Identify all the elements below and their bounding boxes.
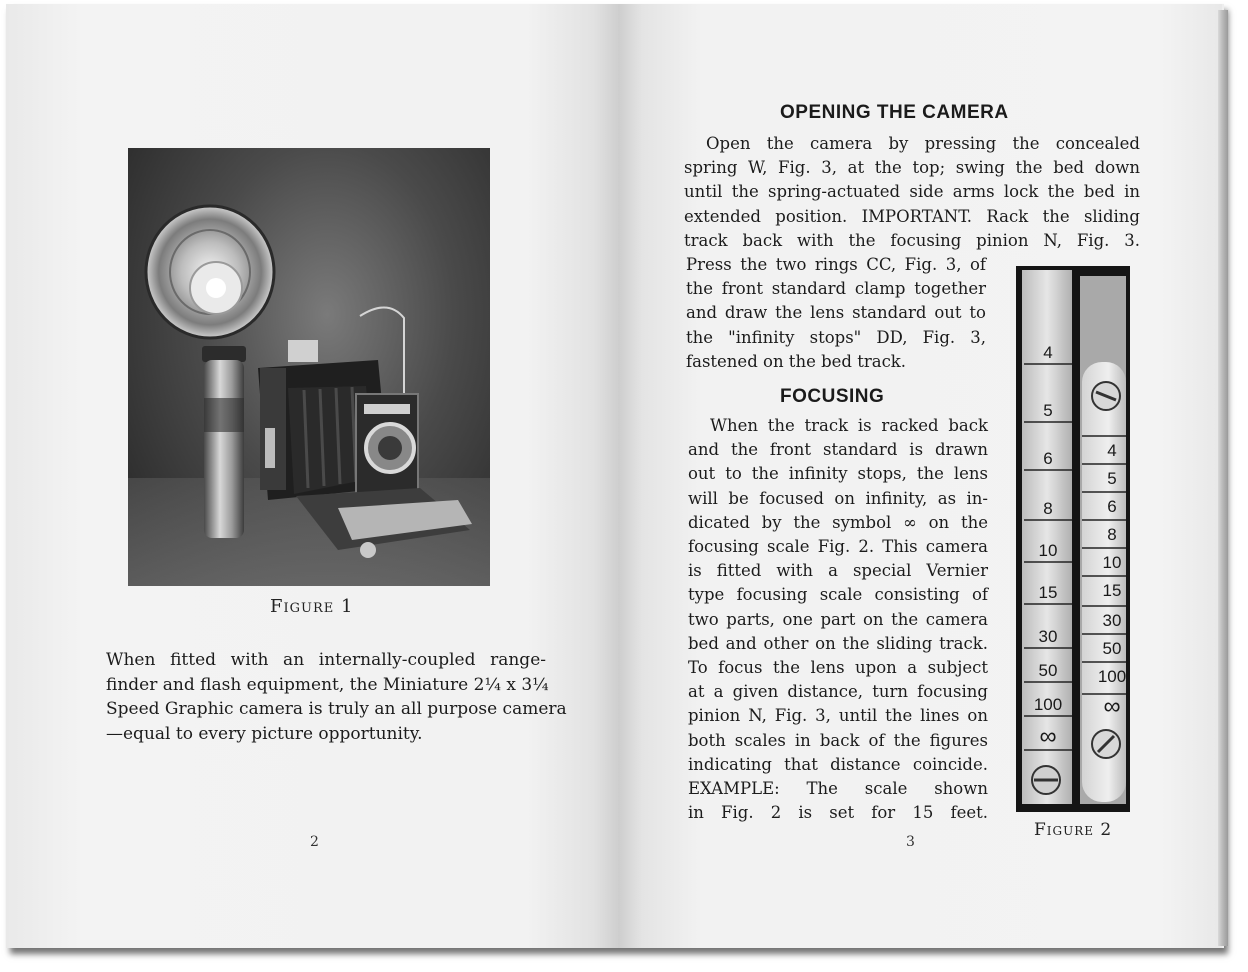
text-line: pinion N, Fig. 3, until the lines on <box>688 706 988 726</box>
text-line: dicated by the symbol ∞ on the <box>688 512 988 532</box>
intro-line: finder and flash equipment, the Miniature 2¼ x 3¼ <box>106 674 549 695</box>
screw-icon <box>1032 766 1060 794</box>
figure-1-caption: Figure 1 <box>270 596 354 617</box>
text-line: is fitted with a special Vernier <box>688 561 988 581</box>
figure-1-photo <box>128 148 490 586</box>
text-line: will be focused on infinity, as in- <box>688 488 988 508</box>
booklet-spread <box>6 4 1224 948</box>
track-scale-label: 10 <box>1102 553 1122 572</box>
bed-scale-label: 50 <box>1038 661 1058 680</box>
track-scale-label: 4 <box>1107 441 1117 460</box>
text-line: extended position. IMPORTANT. Rack the sliding <box>684 206 1140 226</box>
text-line: Open the camera by pressing the concealed <box>706 134 1140 153</box>
track-scale-label: 50 <box>1102 639 1122 658</box>
bed-scale-label: 8 <box>1043 499 1053 518</box>
bed-scale-label: 6 <box>1043 449 1053 468</box>
text-line: out to the infinity stops, the lens <box>688 464 988 484</box>
intro-line: When fitted with an internally-coupled range- <box>106 650 546 670</box>
text-line: EXAMPLE: The scale shown <box>688 779 988 799</box>
figure-2-caption: Figure 2 <box>1034 820 1113 840</box>
focusing-paragraph <box>688 414 988 825</box>
page-number-right: 3 <box>906 834 915 850</box>
text-line: focusing scale Fig. 2. This camera <box>688 537 988 557</box>
bed-scale-label: 15 <box>1038 583 1058 602</box>
bed-scale-label: ∞ <box>1039 723 1057 750</box>
opening-paragraph-full <box>684 132 1140 253</box>
bed-scale-label: 5 <box>1043 401 1053 420</box>
track-scale-label: 15 <box>1102 581 1122 600</box>
heading-focusing: FOCUSING <box>780 386 885 407</box>
text-line: the front standard clamp together <box>686 279 986 299</box>
text-line: until the spring-actuated side arms lock the bed in <box>684 182 1140 202</box>
page-number-left: 2 <box>310 834 319 850</box>
speed-graphic-camera-illustration <box>128 148 490 586</box>
text-line: When the track is racked back <box>710 416 988 435</box>
track-scale-label: ∞ <box>1103 693 1121 720</box>
screw-icon <box>1092 730 1120 758</box>
figure-2-focusing-scale <box>1016 266 1130 812</box>
text-line: Press the two rings CC, Fig. 3, of <box>686 255 986 274</box>
text-line: bed and other on the sliding track. <box>688 633 988 653</box>
text-line: To focus the lens upon a subject <box>688 658 988 678</box>
bed-scale-label: 4 <box>1043 343 1053 362</box>
intro-line: —equal to every picture opportunity. <box>106 723 423 744</box>
bed-scale-label: 10 <box>1038 541 1058 560</box>
text-line: two parts, one part on the camera <box>688 609 988 629</box>
bed-scale-label: 100 <box>1033 695 1063 714</box>
text-line: spring W, Fig. 3, at the top; swing the bed down <box>684 158 1140 178</box>
intro-line: Speed Graphic camera is truly an all purpose camera <box>106 699 567 719</box>
left-page <box>6 4 618 948</box>
text-line: the "infinity stops" DD, Fig. 3, <box>686 327 986 347</box>
text-line: and the front standard is drawn <box>688 440 988 460</box>
track-scale-label: 30 <box>1102 611 1122 630</box>
track-scale-label: 8 <box>1107 525 1117 544</box>
page-stack-edge <box>1218 10 1228 946</box>
text-line: at a given distance, turn focusing <box>688 682 988 702</box>
text-line: both scales in back of the figures <box>688 730 988 750</box>
intro-paragraph <box>106 648 567 746</box>
vernier-scale-illustration <box>1016 266 1130 812</box>
text-line: fastened on the bed track. <box>686 351 907 371</box>
heading-opening-the-camera: OPENING THE CAMERA <box>780 102 1009 123</box>
track-scale-label: 6 <box>1107 497 1117 516</box>
text-line: indicating that distance coincide. <box>688 754 988 774</box>
track-scale-label: 100 <box>1097 667 1127 686</box>
track-scale-label: 5 <box>1107 469 1117 488</box>
opening-paragraph-narrow <box>686 253 986 374</box>
bed-scale-label: 30 <box>1038 627 1058 646</box>
text-line: track back with the focusing pinion N, Fig. 3. <box>684 230 1140 250</box>
text-line: type focusing scale consisting of <box>688 585 988 605</box>
text-line: and draw the lens standard out to <box>686 303 986 323</box>
text-line: in Fig. 2 is set for 15 feet. <box>688 803 988 823</box>
screw-icon <box>1092 382 1120 410</box>
